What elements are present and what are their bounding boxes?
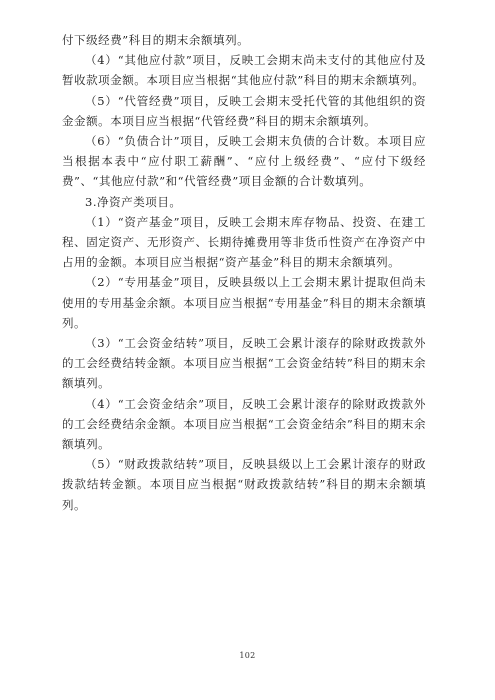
paragraph-total-liabilities: （6）“负债合计”项目，反映工会期末负债的合计数。本项目应当根据本表中“应付职工薪酬”、“应付上级经费”、“应付下级经费”、“其他应付款”和“代管经费”项目金额的合计数填列。 (62, 134, 426, 189)
section-heading-net-assets: 3.净资产类项目。 (85, 194, 182, 209)
paragraph-asset-fund: （1）“资产基金”项目，反映工会期末库存物品、投资、在建工程、固定资产、无形资产、长期待摊费用等非货币性资产在净资产中占用的金额。本项目应当根据“资产基金”科目的期末余额填列。 (62, 214, 426, 270)
document-body (62, 30, 426, 515)
page-number: 102 (239, 651, 256, 660)
paragraph-other-payables: （4）“其他应付款”项目，反映工会期末尚未支付的其他应付及暂收款项金额。本项目应当根据“其他应付款”科目的期末余额填列。 (62, 53, 426, 88)
paragraph-union-funds-surplus: （4）“工会资金结余”项目，反映工会累计滚存的除财政拨款外的工会经费结余金额。本项目应当根据“工会资金结余”科目的期末余额填列。 (62, 396, 426, 452)
paragraph-continuation: 付下级经费”科目的期末余额填列。 (62, 33, 250, 47)
paragraph-custodial-funds: （5）“代管经费”项目，反映工会期末受托代管的其他组织的资金金额。本项目应当根据“代管经费”科目的期末余额填列。 (62, 93, 426, 128)
paragraph-special-fund: （2）“专用基金”项目，反映县级以上工会期末累计提取但尚未使用的专用基金余额。本项目应当根据“专用基金”科目的期末余额填列。 (62, 275, 426, 330)
paragraph-fiscal-appropriation-carryover: （5）“财政拨款结转”项目，反映县级以上工会累计滚存的财政拨款结转金额。本项目应当根据“财政拨款结转”科目的期末余额填列。 (62, 457, 426, 512)
paragraph-union-funds-carryover: （3）“工会资金结转”项目，反映工会累计滚存的除财政拨款外的工会经费结转金额。本项目应当根据“工会资金结转”科目的期末余额填列。 (62, 336, 426, 391)
